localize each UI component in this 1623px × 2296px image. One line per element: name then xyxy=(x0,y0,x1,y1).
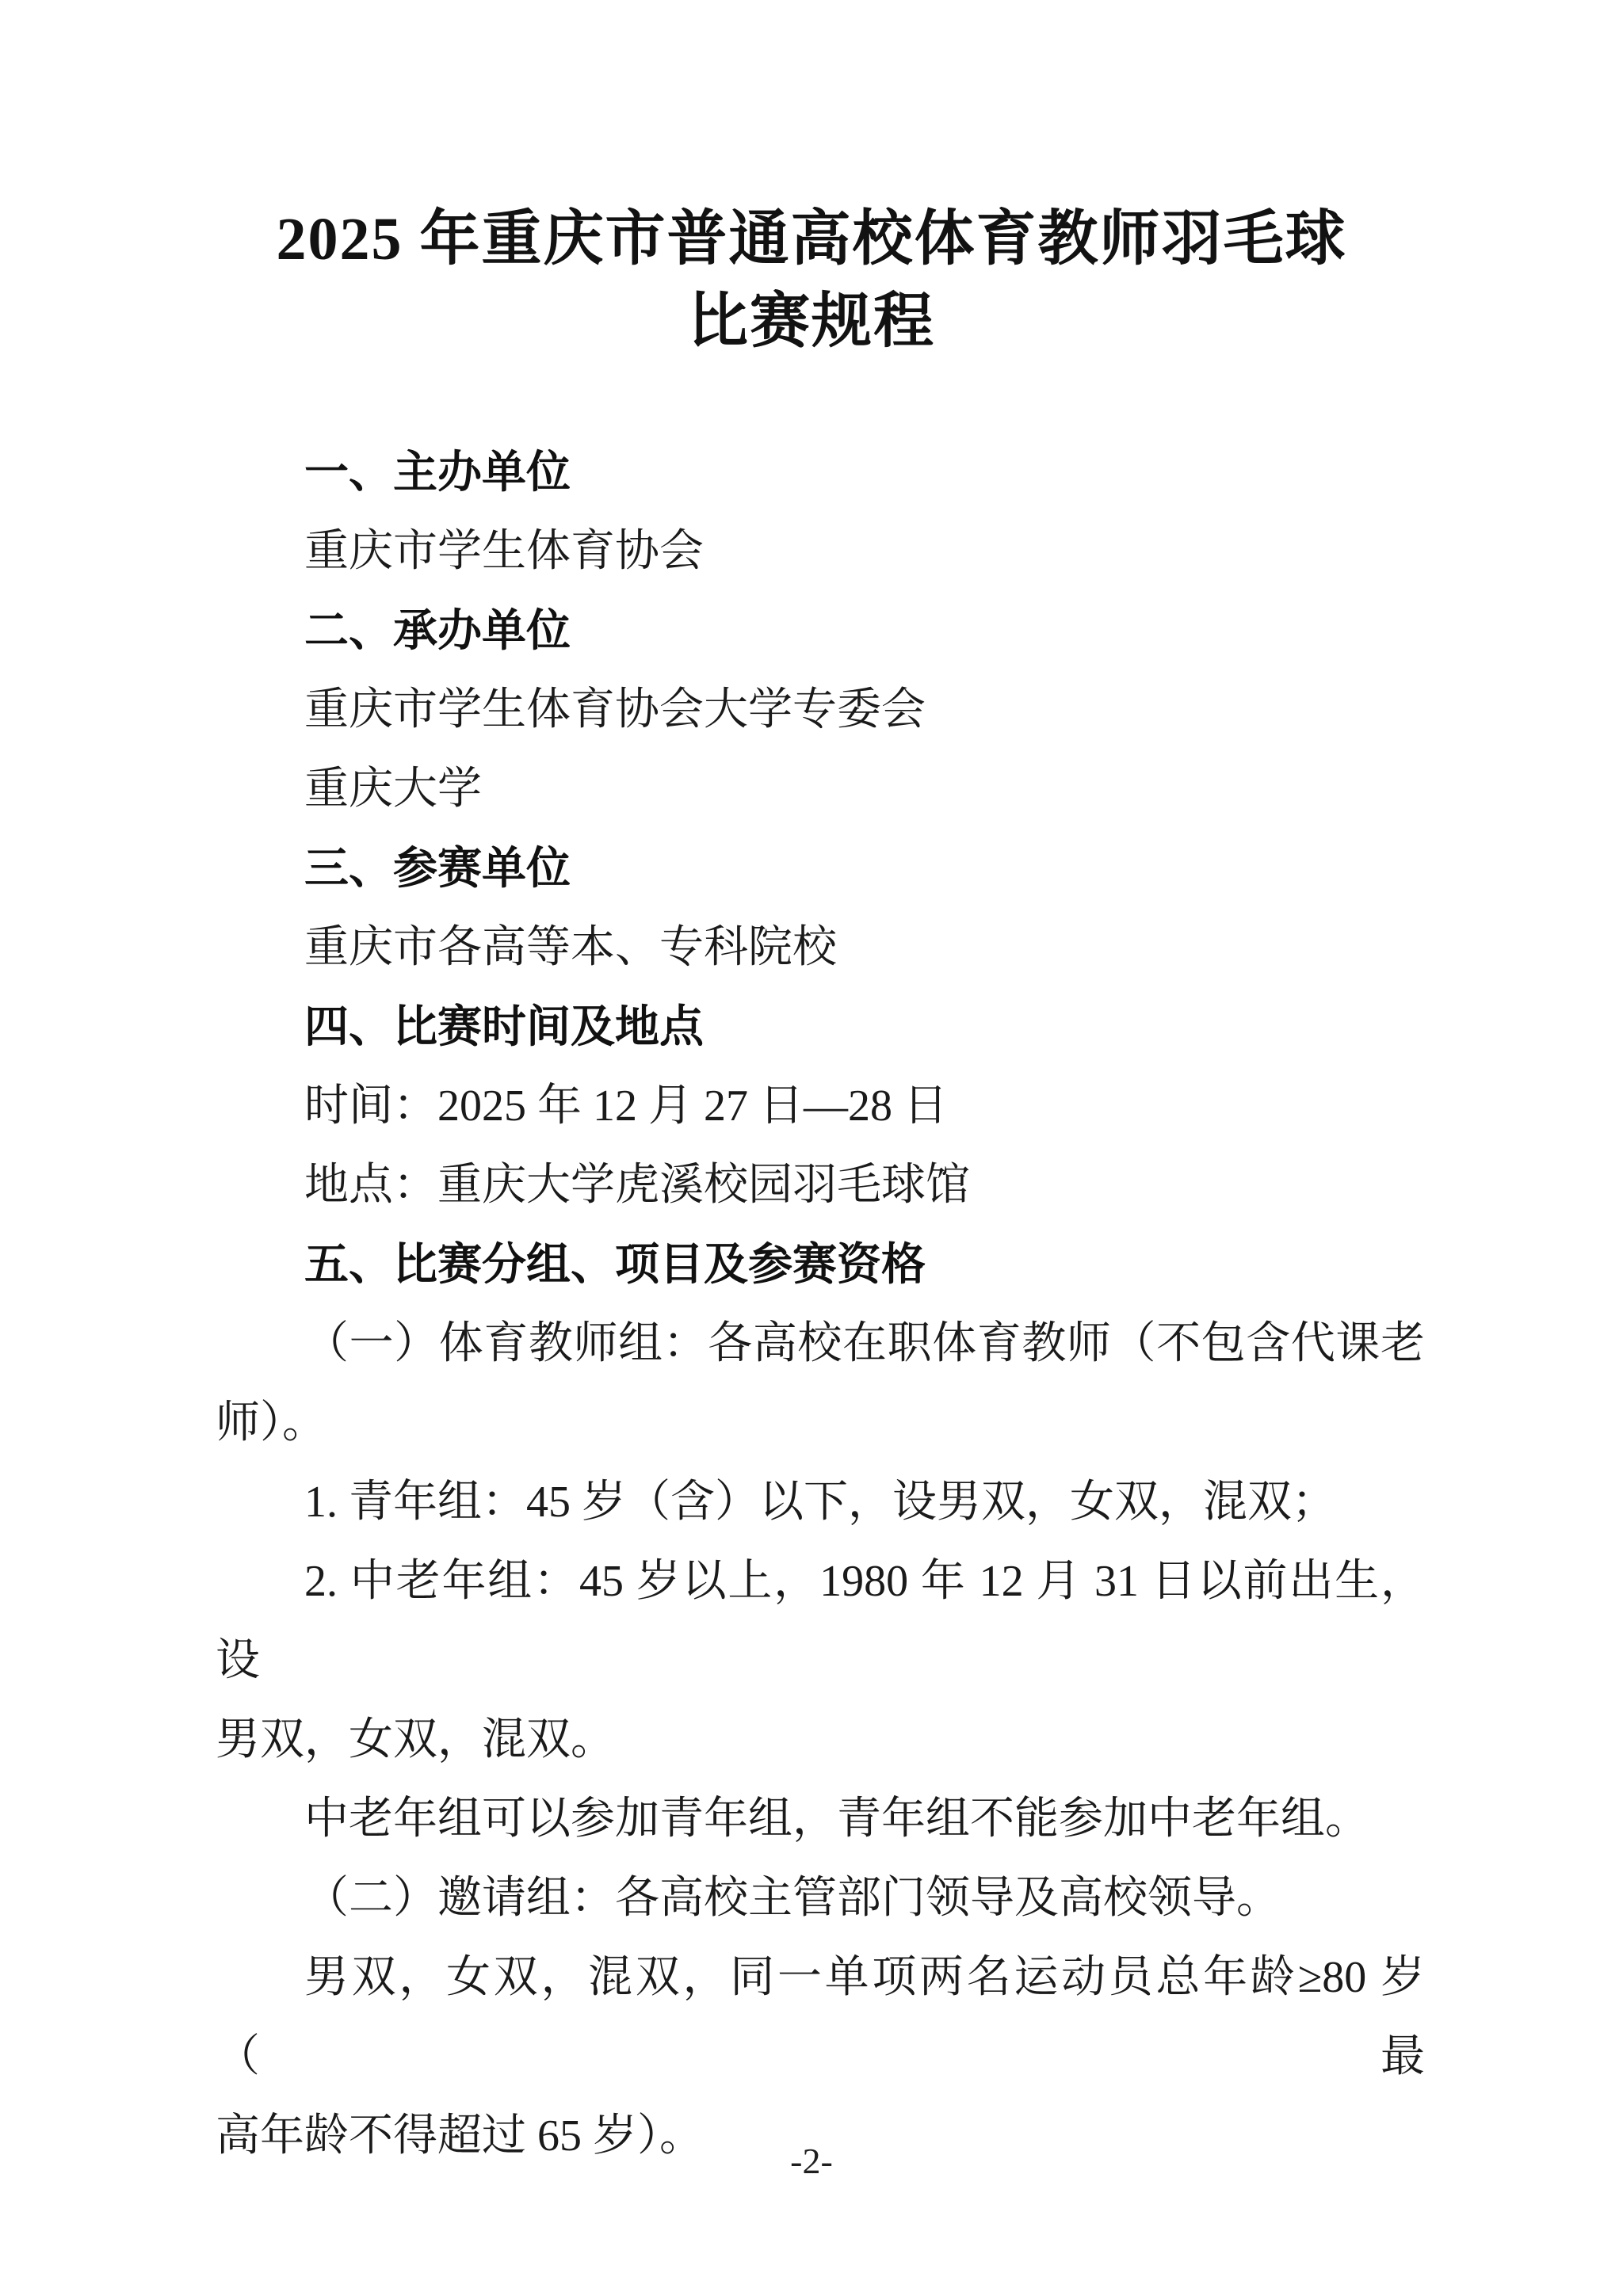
section-heading-undertaker: 二、承办单位 xyxy=(304,605,571,655)
title-line-2: 比赛规程 xyxy=(688,288,935,355)
paragraph-senior-group-line-2: 男双，女双，混双。 xyxy=(216,1715,615,1764)
section-heading-participants: 三、参赛单位 xyxy=(304,843,571,893)
section-heading-groups-eligibility: 五、比赛分组、项目及参赛资格 xyxy=(304,1239,926,1289)
section-heading-organizer: 一、主办单位 xyxy=(304,447,571,497)
paragraph-senior-group-line-1: 2. 中老年组：45 岁以上，1980 年 12 月 31 日以前出生，设 xyxy=(216,1557,1425,1685)
paragraph-teacher-group-line-1: （一）体育教师组：各高校在职体育教师（不包含代课老 xyxy=(304,1319,1425,1368)
paragraph-participants: 重庆市各高等本、专科院校 xyxy=(304,923,837,972)
title-line-1: 2025 年重庆市普通高校体育教师羽毛球 xyxy=(276,206,1347,273)
paragraph-group-crossover-rule: 中老年组可以参加青年组，青年组不能参加中老年组。 xyxy=(304,1794,1369,1844)
paragraph-time: 时间：2025 年 12 月 27 日—28 日 xyxy=(304,1081,948,1131)
paragraph-teacher-group-line-2: 师）。 xyxy=(216,1398,327,1447)
paragraph-undertaker-1: 重庆市学生体育协会大学专委会 xyxy=(304,685,926,734)
paragraph-invited-group-age-line-2: 高年龄不得超过 65 岁）。 xyxy=(216,2111,704,2161)
paragraph-youth-group: 1. 青年组：45 岁（含）以下，设男双，女双，混双； xyxy=(304,1478,1336,1527)
document-title xyxy=(0,0,1623,363)
page-number: -2- xyxy=(790,2141,833,2181)
paragraph-invited-group: （二）邀请组：各高校主管部门领导及高校领导。 xyxy=(304,1874,1281,1923)
document-body xyxy=(0,433,1623,2176)
paragraph-undertaker-2: 重庆大学 xyxy=(304,765,482,814)
paragraph-organizer: 重庆市学生体育协会 xyxy=(304,527,704,576)
paragraph-place: 地点：重庆大学虎溪校园羽毛球馆 xyxy=(304,1161,970,1210)
section-heading-time-place: 四、比赛时间及地点 xyxy=(304,1001,704,1051)
paragraph-invited-group-age-line-1: 男双，女双，混双，同一单项两名运动员总年龄≥80 岁（最 xyxy=(216,1953,1425,2081)
